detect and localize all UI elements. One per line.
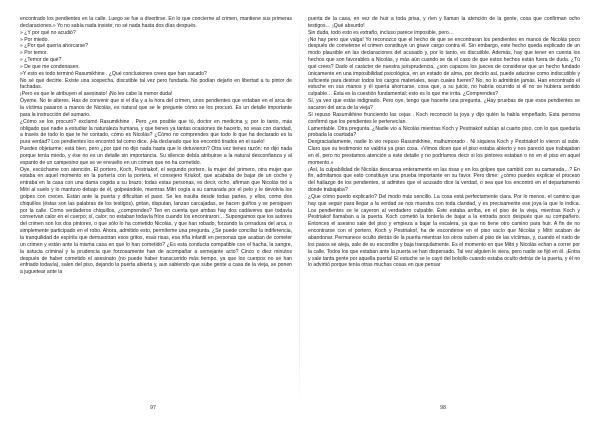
paragraph: » Por temor. — [20, 50, 48, 57]
paragraph: ¡No hay pero que valga! Yo reconozco que el hecho de que se encontraran los pendientes en manos de Nicolás poco después de cometerse el crimen constituye un grave cargo contra él. Sin embargo, este hecho queda explicado de un modo plausible en las declaraciones del acusado y, por lo tanto, es discutible. Además, hay que tener en cuenta los hechos que son favorables a Nicolás, y más aún cuando se da el caso de que estos hechos están fuera de duda. ¿Tú qué crees? Dado el carácter de nuestra jurisprudencia, ¿son capaces los jueces de considerar que un hecho fundado únicamente en una imposibilidad psicológica, en un estado de alma, por decirlo así, puede aducirse como indiscutible y suficiente para destruir todos los cargos materiales, sean cuales fueren? No, no lo admitirán jamás. Han encontrado el estuche en sus manos y él quería ahorcarse, cosa que, a su juicio, no habría ocurrido si él no se hubiera sentido culpable… Ésta es la cuestión fundamental; esto es lo que me irrita. ¿Comprendes? — [308, 36, 580, 98]
paragraph: encontrado los pendientes en la calle. Luego se fue a divertirse. En lo que concierne al crimen, mantiene sus primeras declaraciones.» Yo no sabía nada insiste; no sé nada hasta dos días después. — [20, 16, 292, 29]
paragraph: » ¿Y por qué no acudió? — [20, 29, 76, 36]
paragraph: Lamentable. Otra pregunta. ¿Nadie vio a Nicolás mientras Koch y Pestriakof subían al cuarto piso, con lo que quedaría probada la coartada? — [308, 125, 580, 139]
page-number-left: 97 — [150, 405, 157, 411]
paragraph: »Y esto es todo terminó Rasumikhine . ¿Qué conclusiones crees que han sacado? — [20, 70, 207, 77]
paragraph: Desgraciadamente, nadie lo vio repuso Rasumikhine, malhumorado . Ni siquiera Koch y Pestriakof lo vieron al subir. Claro que su testimonio no valdría ya gran cosa. «Vimos dicen que el piso estaba abierto y nos pareció que trabajaban en él, pero no prestamos atención a este detalle y no podríamos decir si los pintores estaban o no en el piso en aquel momento.» — [308, 139, 580, 166]
paragraph: Oye, escúchame con atención. El portero, Koch, Pestriakof, el segundo portero, la mujer del primero, otra mujer que estaba en aquel momento en la portería con la portera, el consejero Kriukof, que acababa de bajar de un coche y entraba en la casa con una dama cogida a su brazo; todas estas personas, es decir, ocho, afirman que Nicolás tiró a Mitri al suelo y lo mantuvo debajo de él, golpeándole, mientras Mitri cogía a su camarada por el pelo y le devolvía los golpes con creces. Están ante la puerta y dificultan el paso. Se les insulta desde todas partes, y ellos, como dos chiquillos (éstas son las palabras de los testigos), gritan, disputan, lanzan carcajadas, se hacen guiños y se persiguen por la calle. Como verdaderos chiquillos, ¿comprendes? Ten en cuenta que ambas hay dos cadáveres que todavía conservan calor en el cuerpo; sí, calor; no estaban todavía fríos cuando los encontraron… Supongamos que los autores del crimen son los dos pintores, o que sólo lo ha cometido Nicolás, y que han robado, forzando la cerradura del arca, o simplemente participado en el robo. Ahora, admitido esto, permíteme una pregunta. ¿Se puede conciliar la indiferencia, la tranquilidad de espíritu que demuestran esos gritos, esas risas, esa riña infantil en personas que acaban de cometer un crimen y están ante la misma casa en que lo han cometido? ¿Es esta conducta compatible con el hacha, la sangre, la astucia criminal y la prudencia que forzosamente han de acompañar a semejante acto? Cinco o diez minutos después de haber cometido el asesinato (no puede haber transcurrido más tiempo, ya que los cuerpos no se han enfriado todavía), salen del piso, dejando la puerta abierta y, aun sabiendo que sube gente a casa de la vieja, se ponen a juguetear ante la — [20, 166, 292, 276]
paragraph: » ¿Temor de qué? — [20, 57, 62, 64]
right-page — [308, 16, 580, 408]
paragraph: ¿Cómo se los procuró? exclamó Rasumikhine . Pero ¿es posible que tú, doctor en medicina y, por lo tanto, más obligado que nadie a estudiar la naturaleza humana, y que tienes ya tantas ocasiones de hacerlo, no veas con claridad, a través de todo lo que te he contado, cómo es Nicolás? ¿Cómo no comprendes que todo lo que ha declarado es la pura verdad? Los pendientes los encontró tal como dice. ¡Ha declarado que los encontró tirados en el suelo! — [20, 118, 292, 146]
paragraph: ¿Que cómo puedo explicarlo? Del modo más sencillo. La cosa está perfectamente clara. Por lo menos, el camino que hay que seguir para llegar a la verdad se nos muestra con toda claridad, y es precisamente ese joya la que lo indica. Los pendientes se le cayeron al verdadero culpable. Éste estaba arriba, en el piso de la vieja, mientras Koch y Pestriakof llamaban a la puerta. Koch cometió la tontería de bajar a la entrada poco después que su compañero. Entonces el asesino sale del piso y empieza a bajar la escalera, ya que no tiene otro camino para huir. A fin de no encontrarse con el portero, Koch y Pestriakof, ha de esconderse en el piso vacío que Nicolás y Mitri acaban de abandonar. Permanece oculto detrás de la puerta mientras los otros suben al piso de las víctimas, y, cuando el ruido de los pasos se aleja, sale de su escondite y baja tranquilamente. Es el momento en que Mitri y Nicolás echan a correr por la calle. Todos los que estaban ante la puerta se han dispersado. Tal vez alguien le viera, pero nadie se fijó en él. ¡Entra y sale tanta gente por aquella puerta! El estuche se le cayó del bolsillo cuando estaba oculto detrás de la puerta, y él no lo advirtió porque tenía otras muchas cosas en que pensar — [308, 193, 580, 269]
paragraph: » Por miedo. — [20, 36, 49, 43]
page-gutter — [299, 8, 300, 412]
paragraph: Sin duda, todo esto es extraño, incluso parece imposible, pero… — [308, 29, 454, 36]
left-page-text — [20, 16, 292, 276]
paragraph: » De que me condenasen. — [20, 63, 80, 70]
paragraph: ¡Así, la culpabilidad de Nicolás descansa enteramente en las risas y en los golpes que cambió con su camarada…? En fin, admitamos que esto constituye una prueba importante en su favor. Pero dime: ¿cómo puedes explicar el proceso del hallazgo de los pendientes, si admites que el acusado dice la verdad, o sea que los encontró en el departamento donde trabajaba? — [308, 166, 580, 194]
paragraph: » ¿Por qué quería ahorcarse? — [20, 43, 88, 50]
paragraph: Puedes objetarme: está bien, pero ¿por qué no dijo nada hasta que lo detuvieron? Otra vez tienes razón: no dijo nada porque tenía miedo, y ése no es un detalle sin importancia. Su silencio debía atribuirse a la natural desconfianza y al espanto de un campesino que se ve envuelto en un crimen que no ha cometido. — [20, 146, 292, 166]
right-page-text — [308, 16, 580, 269]
paragraph: Sí repuso Rasumikhine frunciendo las cejas . Koch reconoció la joya y dijo quién la había empeñado. Esta persona confirmó que los pendientes le pertenecían. — [308, 111, 580, 125]
left-page — [20, 16, 292, 408]
paragraph: Óyeme. No te alteres. Has de convenir que si el día y a la hora del crimen, unos pendientes que estaban en el arca de la víctima pasaron a manos de Nicolás, es natural que se le pregunte cómo se los procuró. Es un detalle importante para la instrucción del sumario. — [20, 98, 292, 118]
paragraph: Sí, ya veo que estás indignado. Pero oye, tengo que hacerte una pregunta. ¿Hay pruebas de que esos pendientes se sacaron del arca de la vieja? — [308, 98, 580, 111]
paragraph: puerta de la casa, en vez de huir a toda prisa, y ríen y llaman la atención de la gente, cosa que confirman ocho testigos… ¡Qué absurdo! — [308, 16, 580, 29]
page-number-right: 98 — [440, 405, 447, 411]
paragraph: No sé qué decirte. Existe una sospecha, discutible tal vez pero fundada. No podían dejarlo en libertad a tu pintor de fachadas. — [20, 77, 292, 91]
paragraph: ¡Pero es que le atribuyen el asesinato! ¡No les cabe la menor duda! — [20, 91, 173, 98]
